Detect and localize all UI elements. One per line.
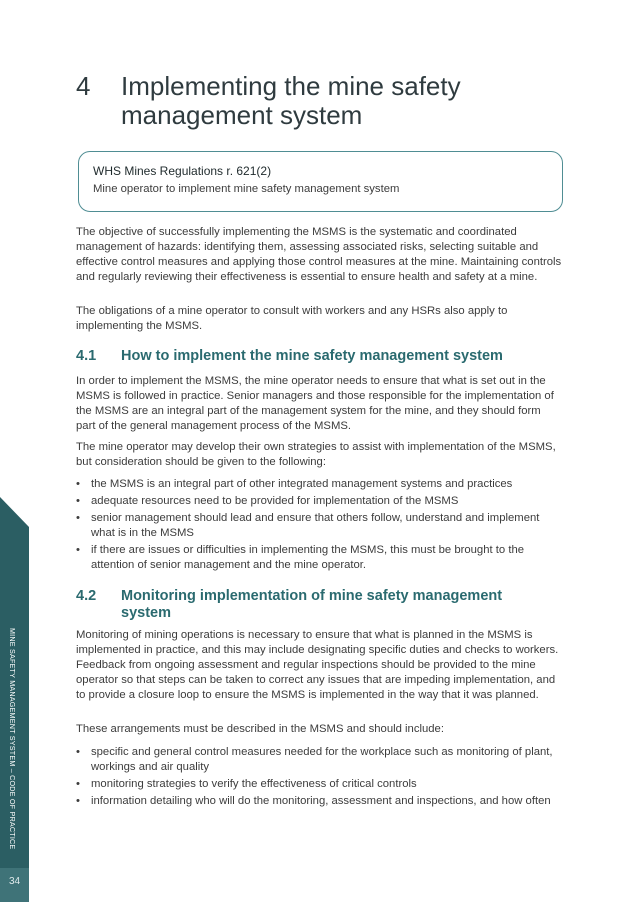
running-title: MINE SAFETY MANAGEMENT SYSTEM – CODE OF PRACTICE	[8, 628, 17, 850]
section-4-1-paragraph-1: In order to implement the MSMS, the mine operator needs to ensure that what is set out in the MSMS is followed in practice. Senior managers and those responsible for the implementation of the MSMS are an integral part of the management system for the mine, and they should form part of the general management process of the MSMS.	[76, 375, 554, 432]
list-item: • monitoring strategies to verify the effectiveness of critical controls	[76, 778, 417, 790]
section-4-2-paragraph-2: These arrangements must be described in the MSMS and should include:	[76, 723, 444, 735]
chapter-title-text: Implementing the mine safety management system	[121, 71, 461, 130]
list-item: • if there are issues or difficulties in implementing the MSMS, this must be brought to the attention of senior management and the mine operator.	[76, 544, 525, 571]
list-item: • information detailing who will do the monitoring, assessment and inspections, and how often	[76, 795, 551, 807]
section-number: 4.1	[76, 348, 97, 364]
section-title: Monitoring implementation of mine safety management system	[121, 588, 503, 621]
section-4-1-bullet-list	[76, 477, 562, 575]
regulation-description: Mine operator to implement mine safety management system	[93, 183, 400, 195]
regulation-box	[78, 151, 563, 212]
section-number: 4.2	[76, 588, 97, 604]
chapter-number: 4	[76, 71, 91, 101]
list-item: • adequate resources need to be provided for implementation of the MSMS	[76, 495, 459, 507]
section-4-2-paragraph-1: Monitoring of mining operations is necessary to ensure that what is planned in the MSMS is implemented in practice, and this may include designating specific duties and checks to workers. Feedback from ongoing assessment and regular inspections should be provided to the mine operator so that steps can be taken to correct any issues that are impeding implementation, and to provide a closure loop to ensure the MSMS is implemented in the way that it was planned.	[76, 629, 559, 701]
list-item: • the MSMS is an integral part of other integrated management systems and practices	[76, 478, 513, 490]
intro-paragraph-1: The objective of successfully implementing the MSMS is the systematic and coordinated management of hazards: identifying them, assessing associated risks, selecting suitable and effective control measures and applying those control measures at the mine. Maintaining controls and regularly reviewing their effectiveness is essential to ensure health and safety at a mine.	[76, 226, 562, 283]
list-item: • specific and general control measures needed for the workplace such as monitoring of plant, workings and air quality	[76, 746, 553, 773]
list-item: • senior management should lead and ensure that others follow, understand and implement what is in the MSMS	[76, 512, 540, 539]
section-4-2-bullet-list	[76, 745, 562, 811]
section-4-1-paragraph-2: The mine operator may develop their own strategies to assist with implementation of the MSMS, but consideration should be given to the following:	[76, 441, 556, 468]
intro-paragraph-2: The obligations of a mine operator to consult with workers and any HSRs also apply to implementing the MSMS.	[76, 305, 508, 332]
regulation-reference: WHS Mines Regulations r. 621(2)	[93, 164, 272, 178]
page-number: 34	[9, 876, 21, 887]
section-title: How to implement the mine safety management system	[121, 348, 503, 364]
